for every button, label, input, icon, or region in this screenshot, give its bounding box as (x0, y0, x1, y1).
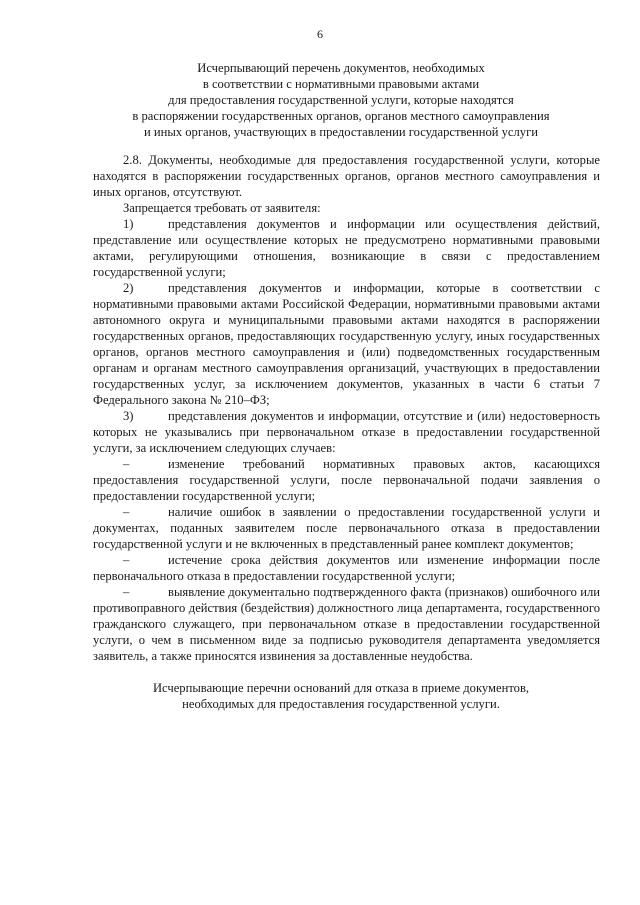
bullet-text: истечение срока действия документов или изменение информации после первоначального отказа в предоставлении государственной услуги; (93, 553, 600, 583)
heading-line: в распоряжении государственных органов, органов местного самоуправления (132, 109, 550, 123)
paragraph-2-8: 2.8. Документы, необходимые для предоставления государственной услуги, которые находятся в распоряжении государственных органов, органов местного самоуправления и иных органов, отсутствуют. (93, 153, 600, 199)
bullet-item-4 (93, 584, 600, 664)
bullet-item-2 (93, 504, 600, 552)
heading-line: Исчерпывающие перечни оснований для отказа в приеме документов, (152, 681, 530, 695)
bullet-text: выявление документально подтвержденного факта (признаков) ошибочного или противоправного действия (бездействия) должностного лица департамента, государственного гражданского служащего, при первоначальном отказе в предоставлении государственной услуги, о чем в письменном виде за подписью руководителя департамента уведомляется заявитель, а также приносятся извинения за доставленные неудобства. (93, 585, 600, 663)
bullet-text: наличие ошибок в заявлении о предоставлении государственной услуги и документах, поданных заявителем после первоначального отказа в предоставлении государственной услуги и не включенных в представленный ранее комплект документов; (93, 505, 600, 551)
heading-line: и иных органов, участвующих в предоставлении государственной услуги (143, 125, 539, 139)
next-section-heading (92, 680, 590, 712)
heading-line: для предоставления государственной услуги, которые находятся (168, 93, 514, 107)
bullet-item-1 (93, 456, 600, 504)
heading-line: в соответствии с нормативными правовыми актами (202, 77, 480, 91)
list-number: 3) (123, 409, 134, 423)
dash-marker: – (123, 553, 130, 567)
list-item-text: представления документов и информации, отсутствие и (или) недостоверность которых не указывались при первоначальном отказе в предоставлении государственной услуги, за исключением следующих случаев: (93, 409, 600, 455)
bullet-text: изменение требований нормативных правовых актов, касающихся предоставления государственной услуги, после первоначальной подачи заявления о предоставлении государственной услуги; (93, 457, 600, 503)
heading-line: необходимых для предоставления государственной услуги. (182, 697, 500, 711)
bullet-item-3 (93, 552, 600, 584)
page-number: 6 (317, 27, 323, 41)
paragraph-prohibited: Запрещается требовать от заявителя: (123, 201, 321, 215)
list-item-3 (93, 408, 600, 456)
list-number: 2) (123, 281, 134, 295)
dash-marker: – (123, 457, 130, 471)
list-item-text: представления документов и информации или осуществления действий, представление или осуществление которых не предусмотрено нормативными правовыми актами, регулирующими отношения, возникающие в связи с предоставлением государственной услуги; (93, 217, 600, 279)
list-item-2 (93, 280, 600, 408)
document-body (93, 152, 600, 664)
section-heading (92, 60, 590, 140)
dash-marker: – (123, 585, 130, 599)
list-item-1 (93, 216, 600, 280)
list-number: 1) (123, 217, 134, 231)
dash-marker: – (123, 505, 130, 519)
list-item-text: представления документов и информации, которые в соответствии с нормативными правовыми актами Российской Федерации, нормативными правовыми актами автономного округа и муниципальными правовыми актами находятся в распоряжении государственных органов, предоставляющих государственную услугу, иных государственных органов, органов местного самоуправления и (или) подведомственных государственным органам и органам местного самоуправления организаций, участвующих в предоставлении государственных услуг, за исключением документов, указанных в части 6 статьи 7 Федерального закона № 210–ФЗ; (93, 281, 600, 407)
heading-line: Исчерпывающий перечень документов, необходимых (197, 61, 485, 75)
